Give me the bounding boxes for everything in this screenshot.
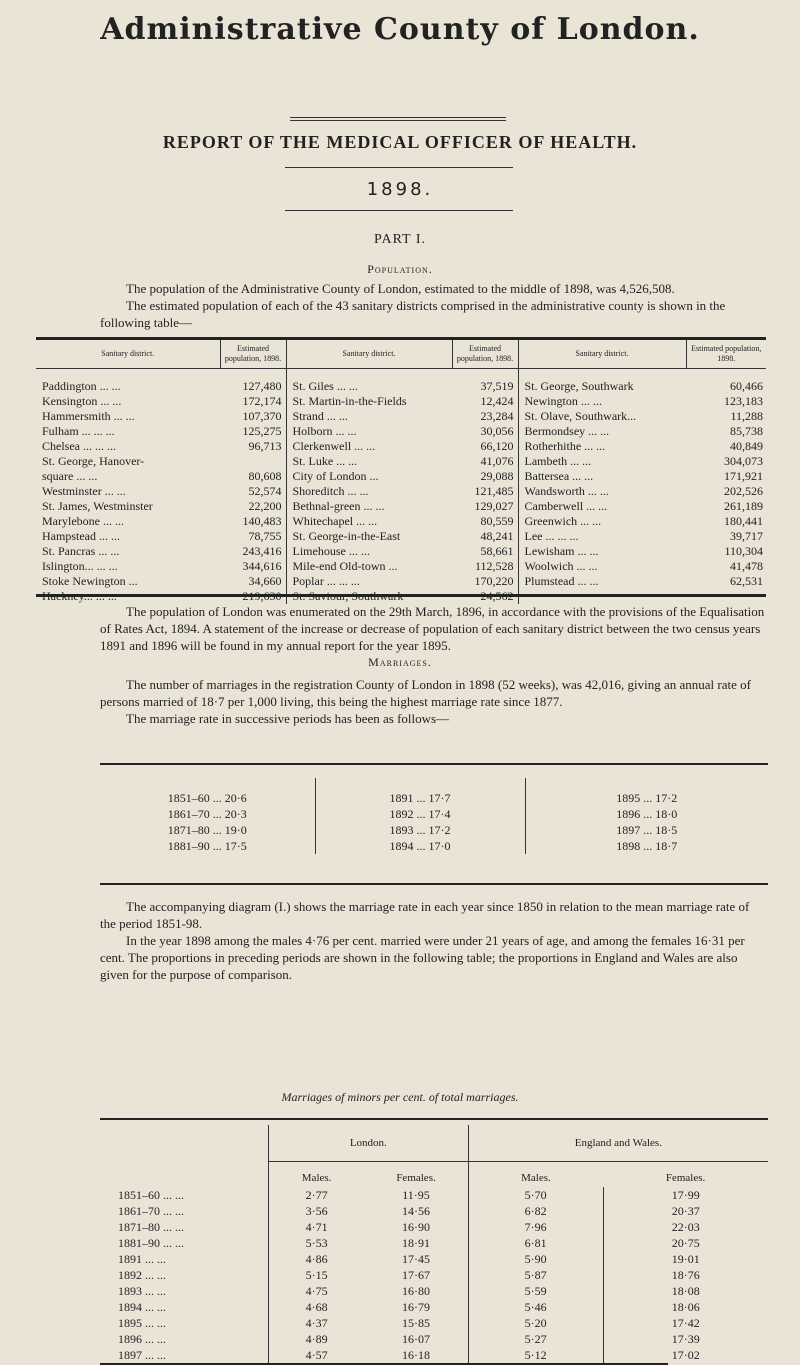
population-cell: 171,921 bbox=[724, 469, 763, 483]
population-cell: 112,528 bbox=[452, 559, 518, 574]
population-cell: 110,304 bbox=[724, 544, 763, 558]
percent-cell: 4·37 bbox=[305, 1315, 328, 1330]
census-paragraph bbox=[100, 603, 768, 654]
district-cell: St. James, Westminster bbox=[42, 499, 153, 513]
district-cell: City of London ... bbox=[292, 469, 379, 483]
district-cell: Islington... ... ... bbox=[42, 559, 118, 573]
percent-cell: 20·37 bbox=[671, 1203, 700, 1218]
district-cell: St. Giles ... ... bbox=[292, 379, 358, 393]
population-cell: 24,562 bbox=[452, 589, 518, 604]
population-cell: 60,466 bbox=[730, 379, 763, 393]
group-england-wales: England and Wales. bbox=[468, 1125, 768, 1161]
percent-cell: 6·81 bbox=[468, 1235, 603, 1251]
rate-cell: 1893 ... 17·2 bbox=[315, 822, 525, 838]
col-females: Females. bbox=[364, 1161, 468, 1187]
rate-cell: 1881–90 ... 17·5 bbox=[100, 838, 315, 854]
minors-blank-header bbox=[100, 1125, 268, 1161]
rate-cell: 1891 ... 17·7 bbox=[315, 778, 525, 806]
percent-cell: 7·96 bbox=[468, 1219, 603, 1235]
population-cell: 123,183 bbox=[724, 394, 763, 408]
population-cell: 140,483 bbox=[220, 514, 286, 529]
minors-top-rule bbox=[100, 1118, 768, 1120]
district-cell: Poplar ... ... ... bbox=[292, 574, 360, 588]
percent-cell: 17·02 bbox=[671, 1347, 700, 1362]
rate-cell: 1851–60 ... 20·6 bbox=[100, 778, 315, 806]
table-row bbox=[100, 1315, 768, 1331]
percent-cell: 5·53 bbox=[305, 1235, 328, 1250]
table-row bbox=[36, 559, 766, 574]
district-cell: Paddington ... ... bbox=[42, 379, 121, 393]
table-row bbox=[36, 529, 766, 544]
district-cell: St. Pancras ... ... bbox=[42, 544, 120, 558]
rates-bottom-rule bbox=[100, 883, 768, 885]
population-cell: 96,713 bbox=[220, 439, 286, 454]
period-cell: 1881–90 ... ... bbox=[100, 1235, 268, 1251]
rate-cell: 1861–70 ... 20·3 bbox=[100, 806, 315, 822]
table-row bbox=[100, 1347, 768, 1363]
district-cell: Rotherhithe ... ... bbox=[524, 439, 606, 453]
period-cell: 1893 ... ... bbox=[100, 1283, 268, 1299]
group-london: London. bbox=[268, 1125, 468, 1161]
col-males: Males. bbox=[521, 1172, 551, 1185]
rate-cell: 1897 ... 18·5 bbox=[616, 822, 678, 837]
district-cell: Newington ... ... bbox=[524, 394, 602, 408]
district-cell: St. George-in-the-East bbox=[292, 529, 401, 543]
population-cell: 40,849 bbox=[730, 439, 763, 453]
population-cell: 125,275 bbox=[220, 424, 286, 439]
population-cell: 66,120 bbox=[452, 439, 518, 454]
population-cell: 127,480 bbox=[220, 369, 286, 395]
minors-table bbox=[100, 1125, 768, 1363]
population-cell: 58,661 bbox=[452, 544, 518, 559]
population-cell: 48,241 bbox=[452, 529, 518, 544]
district-cell: Whitechapel ... ... bbox=[292, 514, 378, 528]
col-district: Sanitary district. bbox=[518, 340, 686, 369]
percent-cell: 22·03 bbox=[671, 1219, 700, 1234]
population-cell: 23,284 bbox=[452, 409, 518, 424]
rate-cell: 1896 ... 18·0 bbox=[616, 806, 678, 821]
table-bottom-rule bbox=[36, 594, 766, 597]
percent-cell: 18·91 bbox=[364, 1235, 468, 1251]
table-row bbox=[100, 1235, 768, 1251]
percent-cell: 18·08 bbox=[671, 1283, 700, 1298]
divider bbox=[290, 120, 506, 121]
district-cell: Hackney... ... ... bbox=[42, 589, 117, 603]
part-heading: PART I. bbox=[373, 232, 427, 247]
table-row bbox=[100, 1267, 768, 1283]
report-title: REPORT OF THE MEDICAL OFFICER OF HEALTH. bbox=[162, 132, 638, 152]
population-cell: 11,288 bbox=[730, 409, 763, 423]
district-cell: Wandsworth ... ... bbox=[524, 484, 609, 498]
col-district: Sanitary district. bbox=[286, 340, 452, 369]
population-cell: 78,755 bbox=[220, 529, 286, 544]
population-cell: 121,485 bbox=[452, 484, 518, 499]
district-cell: Bermondsey ... ... bbox=[524, 424, 610, 438]
district-cell: Hammersmith ... ... bbox=[42, 409, 135, 423]
district-cell: Plumstead ... ... bbox=[524, 574, 599, 588]
population-cell: 80,559 bbox=[452, 514, 518, 529]
table-row bbox=[36, 409, 766, 424]
population-cell: 52,574 bbox=[220, 484, 286, 499]
percent-cell: 15·85 bbox=[364, 1315, 468, 1331]
percent-cell: 17·67 bbox=[364, 1267, 468, 1283]
diagram-paragraph bbox=[100, 898, 768, 983]
district-cell: Lewisham ... ... bbox=[524, 544, 599, 558]
percent-cell: 4·86 bbox=[305, 1251, 328, 1266]
period-cell: 1896 ... ... bbox=[100, 1331, 268, 1347]
col-pop: Estimated population, 1898. bbox=[220, 340, 286, 369]
population-cell: 304,073 bbox=[724, 454, 763, 468]
table-row bbox=[36, 469, 766, 484]
col-district: Sanitary district. bbox=[36, 340, 220, 369]
col-pop: Estimated population, 1898. bbox=[452, 340, 518, 369]
population-cell: 202,526 bbox=[724, 484, 763, 498]
rate-cell: 1894 ... 17·0 bbox=[315, 838, 525, 854]
district-cell: St. Olave, Southwark... bbox=[524, 409, 637, 423]
col-males: Males. bbox=[301, 1172, 332, 1185]
period-cell: 1897 ... ... bbox=[100, 1347, 268, 1363]
district-cell: Mile-end Old-town ... bbox=[292, 559, 398, 573]
period-cell: 1861–70 ... ... bbox=[100, 1203, 268, 1219]
district-cell: Stoke Newington ... bbox=[42, 574, 138, 588]
percent-cell: 4·68 bbox=[305, 1299, 328, 1314]
table-row bbox=[36, 394, 766, 409]
percent-cell: 16·07 bbox=[364, 1331, 468, 1347]
population-heading: Population. bbox=[367, 262, 433, 276]
table-row bbox=[36, 424, 766, 439]
divider bbox=[290, 117, 506, 118]
marriage-rate-table bbox=[100, 778, 768, 854]
col-females: Females. bbox=[665, 1172, 706, 1185]
population-cell bbox=[220, 454, 286, 469]
percent-cell: 5·90 bbox=[468, 1251, 603, 1267]
table-row bbox=[100, 1283, 768, 1299]
population-cell: 344,616 bbox=[220, 559, 286, 574]
percent-cell: 18·06 bbox=[671, 1299, 700, 1314]
district-cell: Camberwell ... ... bbox=[524, 499, 608, 513]
percent-cell: 5·20 bbox=[468, 1315, 603, 1331]
percent-cell: 4·75 bbox=[305, 1283, 328, 1298]
percent-cell: 5·15 bbox=[305, 1267, 328, 1282]
percent-cell: 17·39 bbox=[671, 1331, 700, 1346]
district-cell: St. Martin-in-the-Fields bbox=[292, 394, 407, 408]
percent-cell: 6·82 bbox=[468, 1203, 603, 1219]
district-cell: Hampstead ... ... bbox=[42, 529, 120, 543]
population-cell: 170,220 bbox=[452, 574, 518, 589]
table-row bbox=[100, 822, 768, 838]
district-cell: Limehouse ... ... bbox=[292, 544, 370, 558]
percent-cell: 17·42 bbox=[671, 1315, 700, 1330]
population-cell: 30,056 bbox=[452, 424, 518, 439]
table-row bbox=[36, 574, 766, 589]
population-cell: 243,416 bbox=[220, 544, 286, 559]
percent-cell: 16·79 bbox=[364, 1299, 468, 1315]
period-cell: 1892 ... ... bbox=[100, 1267, 268, 1283]
percent-cell: 16·80 bbox=[364, 1283, 468, 1299]
percent-cell: 4·71 bbox=[305, 1219, 328, 1234]
table-row bbox=[100, 1187, 768, 1203]
minors-text: In the year 1898 among the males 4·76 per cent. married were under 21 years of age, and among the females 16·31 per cent. The proportions in preceding periods are shown in the following table; the proportions in England and Wales are also given for the purpose of comparison. bbox=[100, 933, 745, 982]
table-row bbox=[100, 1251, 768, 1267]
district-cell: Woolwich ... ... bbox=[524, 559, 598, 573]
population-cell: 39,717 bbox=[730, 529, 763, 543]
percent-cell: 16·90 bbox=[364, 1219, 468, 1235]
table-row bbox=[100, 1299, 768, 1315]
percent-cell: 5·12 bbox=[468, 1347, 603, 1363]
rate-cell: 1895 ... 17·2 bbox=[616, 790, 678, 805]
marriages-paragraph bbox=[100, 676, 768, 727]
col-pop: Estimated population, 1898. bbox=[686, 340, 766, 369]
table-row bbox=[100, 778, 768, 806]
marriages-heading: Marriages. bbox=[368, 655, 432, 669]
population-cell: 107,370 bbox=[220, 409, 286, 424]
table-row bbox=[100, 1203, 768, 1219]
rate-cell: 1898 ... 18·7 bbox=[616, 838, 678, 853]
table-row bbox=[36, 514, 766, 529]
population-cell: 180,441 bbox=[724, 514, 763, 528]
population-table bbox=[36, 340, 766, 604]
district-cell: Lee ... ... ... bbox=[524, 529, 579, 543]
rates-top-rule bbox=[100, 763, 768, 765]
population-cell: 62,531 bbox=[730, 574, 763, 588]
divider bbox=[285, 167, 513, 168]
population-cell: 129,027 bbox=[452, 499, 518, 514]
table-row bbox=[36, 454, 766, 469]
percent-cell: 5·70 bbox=[468, 1187, 603, 1203]
population-cell: 85,738 bbox=[730, 424, 763, 438]
percent-cell: 17·99 bbox=[671, 1187, 700, 1202]
district-cell: St. George, Southwark bbox=[524, 379, 634, 393]
population-cell: 37,519 bbox=[452, 369, 518, 395]
district-cell: St. Saviour, Southwark bbox=[292, 589, 404, 603]
district-cell: square ... ... bbox=[42, 469, 98, 483]
district-cell: St. George, Hanover- bbox=[42, 454, 145, 468]
district-cell: Battersea ... ... bbox=[524, 469, 594, 483]
table-row bbox=[36, 439, 766, 454]
marriages-text-2: The marriage rate in successive periods has been as follows— bbox=[126, 711, 450, 726]
district-cell: Greenwich ... ... bbox=[524, 514, 602, 528]
population-cell: 80,608 bbox=[220, 469, 286, 484]
percent-cell: 4·89 bbox=[305, 1331, 328, 1346]
percent-cell: 2·77 bbox=[305, 1187, 328, 1202]
rate-cell: 1871–80 ... 19·0 bbox=[100, 822, 315, 838]
period-cell: 1894 ... ... bbox=[100, 1299, 268, 1315]
percent-cell: 5·59 bbox=[468, 1283, 603, 1299]
county-title: Administrative County of London. bbox=[100, 12, 700, 47]
district-cell: Bethnal-green ... ... bbox=[292, 499, 385, 513]
district-cell: Clerkenwell ... ... bbox=[292, 439, 376, 453]
period-cell: 1871–80 ... ... bbox=[100, 1219, 268, 1235]
period-cell: 1891 ... ... bbox=[100, 1251, 268, 1267]
diagram-text: The accompanying diagram (I.) shows the marriage rate in each year since 1850 in relation to the mean marriage rate of the period 1851-98. bbox=[100, 899, 750, 931]
population-cell: 12,424 bbox=[452, 394, 518, 409]
census-text: The population of London was enumerated on the 29th March, 1896, in accordance with the provisions of the Equalisation of Rates Act, 1894. A statement of the increase or decrease of population of each sanitary district between the two census years 1891 and 1896 will be found in my annual report for the year 1895. bbox=[100, 604, 765, 653]
table-row bbox=[36, 544, 766, 559]
district-cell: Fulham ... ... ... bbox=[42, 424, 115, 438]
percent-cell: 20·75 bbox=[671, 1235, 700, 1250]
percent-cell: 5·46 bbox=[468, 1299, 603, 1315]
table-row bbox=[100, 1219, 768, 1235]
district-cell: Kensington ... ... bbox=[42, 394, 122, 408]
district-cell: Holborn ... ... bbox=[292, 424, 357, 438]
percent-cell: 5·27 bbox=[468, 1331, 603, 1347]
population-cell: 172,174 bbox=[220, 394, 286, 409]
population-cell: 34,660 bbox=[220, 574, 286, 589]
population-cell: 22,200 bbox=[220, 499, 286, 514]
district-cell: Westminster ... ... bbox=[42, 484, 126, 498]
district-cell: Shoreditch ... ... bbox=[292, 484, 369, 498]
table-row bbox=[36, 369, 766, 395]
percent-cell: 3·56 bbox=[305, 1203, 328, 1218]
minors-caption: Marriages of minors per cent. of total marriages. bbox=[281, 1090, 519, 1104]
percent-cell: 16·18 bbox=[364, 1347, 468, 1363]
percent-cell: 18·76 bbox=[671, 1267, 700, 1282]
report-year: 1898. bbox=[366, 179, 434, 200]
minors-blank-header bbox=[100, 1161, 268, 1187]
percent-cell: 11·95 bbox=[364, 1187, 468, 1203]
population-cell: 261,189 bbox=[724, 499, 763, 513]
percent-cell: 5·87 bbox=[468, 1267, 603, 1283]
population-cell: 29,088 bbox=[452, 469, 518, 484]
table-row bbox=[100, 838, 768, 854]
percent-cell: 4·57 bbox=[305, 1347, 328, 1362]
percent-cell: 14·56 bbox=[364, 1203, 468, 1219]
percent-cell: 17·45 bbox=[364, 1251, 468, 1267]
table-row bbox=[36, 499, 766, 514]
table-row bbox=[100, 1331, 768, 1347]
district-cell: St. Luke ... ... bbox=[292, 454, 358, 468]
rate-cell: 1892 ... 17·4 bbox=[315, 806, 525, 822]
population-cell: 219,630 bbox=[220, 589, 286, 604]
district-cell: Strand ... ... bbox=[292, 409, 348, 423]
table-row bbox=[100, 806, 768, 822]
population-cell: 41,076 bbox=[452, 454, 518, 469]
period-cell: 1851–60 ... ... bbox=[100, 1187, 268, 1203]
table-row bbox=[36, 484, 766, 499]
marriages-text-1: The number of marriages in the registration County of London in 1898 (52 weeks), was 42,016, giving an annual rate of persons married of 18·7 per 1,000 living, this being the highest marriage rate since 1877. bbox=[100, 677, 751, 709]
district-cell: Marylebone ... ... bbox=[42, 514, 124, 528]
population-cell: 41,478 bbox=[730, 559, 763, 573]
divider bbox=[285, 210, 513, 211]
population-text-2: The estimated population of each of the 43 sanitary districts comprised in the administrative county is shown in the following table— bbox=[100, 298, 726, 330]
percent-cell: 19·01 bbox=[671, 1251, 700, 1266]
population-text-1: The population of the Administrative County of London, estimated to the middle of 1898, was 4,526,508. bbox=[126, 281, 675, 296]
period-cell: 1895 ... ... bbox=[100, 1315, 268, 1331]
population-table-header bbox=[36, 340, 766, 369]
district-cell: Lambeth ... ... bbox=[524, 454, 592, 468]
district-cell: Chelsea ... ... ... bbox=[42, 439, 116, 453]
population-paragraph bbox=[100, 280, 768, 331]
